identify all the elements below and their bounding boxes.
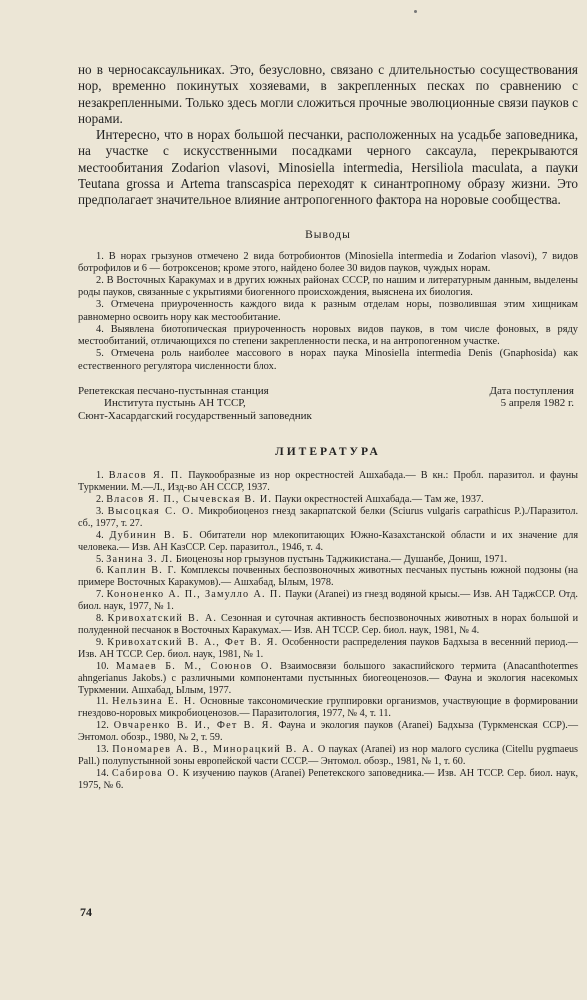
reference-item: 11. Нельзина Е. Н. Основные таксономические группировки организмов, участвующие в формировании гнездово-норовых микробиоценозов.— Паразитология, 1977, № 4, т. 11.	[78, 696, 579, 720]
reference-item: 5. Занина З. Л. Биоценозы нор грызунов пустынь Таджикистана.— Душанбе, Дониш, 1971.	[96, 553, 508, 565]
reference-item: 1. Власов Я. П. Паукообразные из нор окрестностей Ашхабада.— В кн.: Пробл. паразитол. и фауны Туркмении. М.—Л., Изд-во АН СССР, 1937.	[78, 470, 579, 494]
reference-item: 12. Овчаренко В. И., Фет В. Я. Фауна и экология пауков (Aranei) Бадхыза (Туркменская ССР).— Энтомол. обозр., 1980, № 2, т. 59.	[78, 720, 579, 744]
conclusion-item: 5. Отмечена роль наиболее массового в норах паука Minosiella intermedia Denis (Gnaphosida) как естественного регулятора численности блох.	[78, 348, 578, 372]
page-content	[78, 62, 578, 792]
affiliation-line: Института пустынь АН ТССР,	[104, 397, 246, 410]
received-date	[490, 385, 578, 423]
affiliation-block	[78, 385, 578, 423]
reference-item: 9. Кривохатский В. А., Фет В. Я. Особенности распределения пауков Бадхыза в весенний период.— Изв. АН ТССР. Сер. биол. наук, 1981, № 1.	[78, 636, 578, 660]
conclusion-item: 1. В норах грызунов отмечено 2 вида ботробионтов (Minosiella intermedia и Zodarion vlasovi), 7 видов ботрофилов и 6 — ботроксенов; кроме этого, найдено более 30 видов пауков, чуждых норам.	[78, 250, 578, 274]
literature-title: ЛИТЕРАТУРА	[275, 446, 381, 459]
reference-item: 3. Высоцкая С. О. Микробиоценоз гнезд закарпатской белки (Sciurus vulgaris carpathicus P.)./Паразитол. сб., 1977, т. 27.	[78, 505, 579, 529]
conclusions-title: Выводы	[305, 228, 351, 241]
reference-item: 2. Власов Я. П., Сычевская В. И. Пауки окрестностей Ашхабада.— Там же, 1937.	[96, 494, 484, 506]
references-list	[78, 470, 578, 791]
affiliation-line: Сюнт-Хасардагский государственный заповедник	[78, 409, 312, 422]
intro-paragraph-2: Интересно, что в норах большой песчанки, расположенных на усадьбе заповедника, на участке с искусственными посадками черного саксаула, перекрываются местообитания Zodarion vlasovi, Minosiella intermedia, Hersiliola maculata, а пауки Teutana grossa и Artema transcaspica переходят к синантропному образу жизни. Это предполагает значительное влияние антропогенного фактора на норовые сообщества.	[78, 127, 578, 208]
reference-item: 6. Каплин В. Г. Комплексы почвенных беспозвоночных животных песчаных пустынь южной подзоны (на примере Восточных Каракумов).— Ашхабад, Ылым, 1978.	[78, 565, 579, 589]
reference-item: 7. Кононенко А. П., Замулло А. П. Пауки (Aranei) из гнезд водяной крысы.— Изв. АН ТаджССР. Отд. биол. наук, 1977, № 1.	[78, 589, 578, 613]
reference-item: 8. Кривохатский В. А. Сезонная и суточная активность беспозвоночных животных в норах большой и полуденной песчанок в Восточных Каракумах.— Изв. АН ТССР. Сер. биол. наук, 1981, № 4.	[78, 613, 579, 636]
reference-item: 10. Мамаев Б. М., Союнов О. Взаимосвязи большого закаспийского термита (Anacanthotermes ahngerianus Jakobs.) с различными компонентами пустынных биогеоценозов.— Фауна и экология насекомых Туркмении. Ашхабад, Ылым, 1977.	[78, 660, 579, 696]
reference-item: 14. Сабирова О. К изучению пауков (Aranei) Репетекского заповедника.— Изв. АН ТССР. Сер. биол. наук, 1975, № 6.	[78, 767, 578, 791]
conclusion-item: 2. В Восточных Каракумах и в других южных районах СССР, по нашим и литературным данным, выделены роды пауков, связанные с укрытиями биогенного происхождения, выяснена их биология.	[78, 275, 578, 299]
received-date-label: Дата поступления	[489, 384, 574, 397]
conclusions-list	[78, 251, 578, 373]
intro-section	[78, 62, 578, 209]
conclusion-item: 3. Отмечена приуроченность каждого вида к разным отделам норы, позволившая этим хищникам равномерно освоить нору как местообитание.	[78, 299, 578, 323]
affiliation-line: Репетекская песчано-пустынная станция	[78, 384, 269, 397]
affiliation	[78, 385, 312, 423]
page-number: 74	[80, 905, 92, 919]
intro-paragraph-1: но в черносаксаульниках. Это, безусловно, связано с длительностью сосуществования нор, временно покинутых хозяевами, в закрепленных песках по сравнению с незакрепленными. Только здесь могли сложиться прочные эволюционные связи пауков с норами.	[78, 62, 578, 126]
received-date-value: 5 апреля 1982 г.	[500, 397, 574, 410]
reference-item: 13. Пономарев А. В., Минорацкий В. А. О пауках (Aranei) из нор малого суслика (Citellu pygmaeus Pall.) полупустынной зоны европейской части СССР.— Энтомол. обозр., 1981, № 1, т. 60.	[78, 744, 579, 767]
conclusion-item: 4. Выявлена биотопическая приуроченность норовых видов пауков, в том числе фоновых, в ряду местообитаний, отличающихся по степени закрепленности песка, и на антропогенном участке.	[78, 323, 578, 348]
reference-item: 4. Дубинин В. Б. Обитатели нор млекопитающих Южно-Казахстанской области и их значение для человека.— Изв. АН КазССР. Сер. паразитол., 1946, т. 4.	[78, 529, 579, 553]
ink-speck	[414, 10, 417, 13]
